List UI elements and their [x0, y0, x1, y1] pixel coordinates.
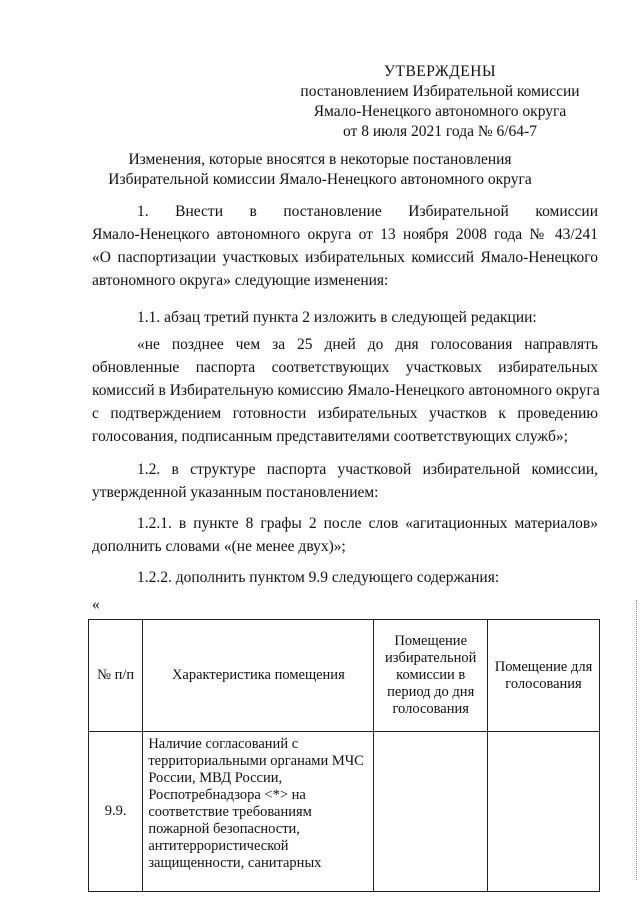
- table-row: [89, 732, 600, 892]
- approval-heading: УТВЕРЖДЕНЫ: [384, 63, 496, 80]
- paragraph-1-2-1: [92, 512, 598, 558]
- row-commission-room: [374, 732, 488, 892]
- passport-table: [88, 619, 600, 892]
- approval-line-1: постановлением Избирательной комиссии: [300, 83, 580, 100]
- approval-line-3: от 8 июля 2021 года № 6/64-7: [343, 123, 537, 140]
- paragraph-1-2-2-line: 1.2.2. дополнить пунктом 9.9 следующего содержания:: [137, 569, 500, 586]
- title-line-1: Изменения, которые вносятся в некоторые постановления: [128, 151, 512, 168]
- paragraph-1-2-1-line: дополнить словами «(не менее двух)»;: [92, 538, 346, 555]
- paragraph-1-1: [92, 306, 598, 329]
- paragraph-1-2-line: 1.2. в структуре паспорта участковой избирательной комиссии,: [137, 461, 598, 478]
- quoted-line: обновленные паспорта соответствующих участковых избирательных: [92, 359, 598, 376]
- paragraph-1-2-line: утвержденной указанным постановлением:: [92, 484, 379, 501]
- row-number: 9.9.: [89, 732, 143, 892]
- paragraph-1-2-1-line: 1.2.1. в пункте 8 графы 2 после слов «агитационных материалов»: [137, 515, 598, 532]
- paragraph-1-line: Ямало-Ненецкого автономного округа от 13 ноября 2008 года № 43/241: [92, 226, 598, 243]
- quoted-paragraph: [92, 333, 598, 448]
- row-characteristic: Наличие согласований с территориальными органами МЧС России, МВД России, Роспотребнадзора <*> на соответствие требованиям пожарной безопасности, антитеррористической защищенности, санитарных: [143, 732, 374, 892]
- header-characteristic: Характеристика помещения: [143, 620, 374, 732]
- header-voting-room: Помещение для голосования: [488, 620, 600, 732]
- document-title: [60, 150, 580, 190]
- paragraph-1-2-2: [92, 566, 598, 589]
- approval-line-2: Ямало-Ненецкого автономного округа: [313, 103, 567, 120]
- paragraph-1-2: [92, 458, 598, 504]
- paragraph-1: [92, 200, 598, 292]
- quoted-line: голосования, подписанным представителями соответствующих служб»;: [92, 428, 568, 445]
- paragraph-1-1-line: 1.1. абзац третий пункта 2 изложить в следующей редакции:: [137, 309, 537, 326]
- opening-quote: «: [92, 596, 100, 613]
- quoted-line: «не позднее чем за 25 дней до дня голосования направлять: [137, 336, 598, 353]
- paragraph-1-line: «О паспортизации участковых избирательных комиссий Ямало-Ненецкого: [92, 249, 598, 266]
- header-number: № п/п: [89, 620, 143, 732]
- approval-block: [290, 62, 590, 142]
- scan-edge-line: [635, 600, 637, 880]
- table-header-row: [89, 620, 600, 732]
- quoted-line: комиссий в Избирательную комиссию Ямало-Ненецкого автономного округа: [92, 382, 600, 399]
- title-line-2: Избирательной комиссии Ямало-Ненецкого автономного округа: [108, 171, 532, 188]
- paragraph-1-line: автономного округа» следующие изменения:: [92, 272, 389, 289]
- row-voting-room: [488, 732, 600, 892]
- paragraph-1-line: 1. Внести в постановление Избирательной комиссии: [137, 203, 598, 220]
- header-commission-room: Помещение избирательной комиссии в период до дня голосования: [374, 620, 488, 732]
- quoted-line: с подтверждением готовности избирательных участков к проведению: [92, 405, 598, 422]
